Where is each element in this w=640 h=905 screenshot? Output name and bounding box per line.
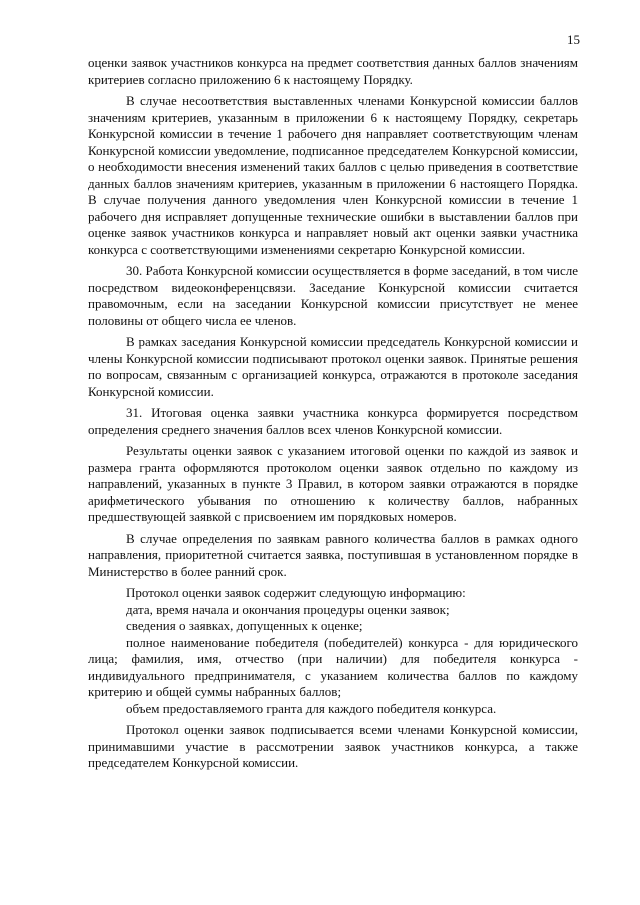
paragraph-meeting-protocol: В рамках заседания Конкурсной комиссии председатель Конкурсной комиссии и члены Конкурсной комиссии подписывают протокол оценки заявок. Принятые решения по вопросам, связанным с организацией конкурса, отражаются в протоколе заседания Конкурсной комиссии. bbox=[88, 334, 578, 399]
document-body bbox=[88, 55, 578, 777]
paragraph-equal-scores: В случае определения по заявкам равного количества баллов в рамках одного направления, приоритетной считается заявка, поступившая в установленном порядке в Министерство в более ранний срок. bbox=[88, 530, 578, 579]
paragraph-results: Результаты оценки заявок с указанием итоговой оценки по каждой из заявок и размера гранта оформляются протоколом оценки заявок отдельно по каждому из направлений, указанных в пункте 3 Правил, в котором заявки отражаются в порядке арифметического убывания по отношению к количеству баллов, набранных предшествующей заявкой с присвоением им порядковых номеров. bbox=[88, 443, 578, 524]
paragraph-protocol-signing: Протокол оценки заявок подписывается всеми членами Конкурсной комиссии, принимавшими участие в рассмотрении заявок участников конкурса, а также председателем Конкурсной комиссии. bbox=[88, 722, 578, 770]
page-number: 15 bbox=[567, 32, 580, 47]
paragraph-item-30: 30. Работа Конкурсной комиссии осуществляется в форме заседаний, в том числе посредством видеоконференцсвязи. Заседание Конкурсной комиссии считается правомочным, если на заседании Конкурсной комиссии присутствует не менее половины от общего числа ее членов. bbox=[88, 263, 578, 328]
list-item-grant-volume: объем предоставляемого гранта для каждого победителя конкурса. bbox=[126, 700, 497, 716]
paragraph-item-31: 31. Итоговая оценка заявки участника конкурса формируется посредством определения среднего значения баллов всех членов Конкурсной комиссии. bbox=[88, 405, 578, 437]
list-item-date-time: дата, время начала и окончания процедуры оценки заявок; bbox=[126, 601, 450, 617]
list-item-admitted-applications: сведения о заявках, допущенных к оценке; bbox=[126, 618, 363, 633]
paragraph-continuation: оценки заявок участников конкурса на предмет соответствия данных баллов значениям критериев согласно приложению 6 к настоящему Порядку. bbox=[88, 55, 578, 87]
paragraph-protocol-contents: Протокол оценки заявок содержит следующую информацию: bbox=[126, 585, 466, 600]
paragraph-score-mismatch: В случае несоответствия выставленных членами Конкурсной комиссии баллов значениям критериев, указанным в приложении 6 к настоящему Порядку, секретарь Конкурсной комиссии в течение 1 рабочего дня направляет соответствующим членам Конкурсной комиссии уведомление, подписанное председателем Конкурсной комиссии, о необходимости внесения изменений таких баллов с целью приведения в соответствие данных баллов значениям критериев, указанным в приложении 6 настоящего Порядка. В случае получения данного уведомления член Конкурсной комиссии в течение 1 рабочего дня исправляет допущенные технические ошибки в выставлении баллов при оценке заявок участников конкурса и направляет новый акт оценки заявки участника конкурса с соответствующими изменениями секретарю Конкурсной комиссии. bbox=[88, 93, 578, 257]
list-item-winner-name: полное наименование победителя (победителей) конкурса - для юридического лица; фамилия, имя, отчество (при наличии) для победителя конкурса - индивидуального предпринимателя, с указанием количества баллов по каждому критерию и общей суммы набранных баллов; bbox=[88, 634, 578, 699]
